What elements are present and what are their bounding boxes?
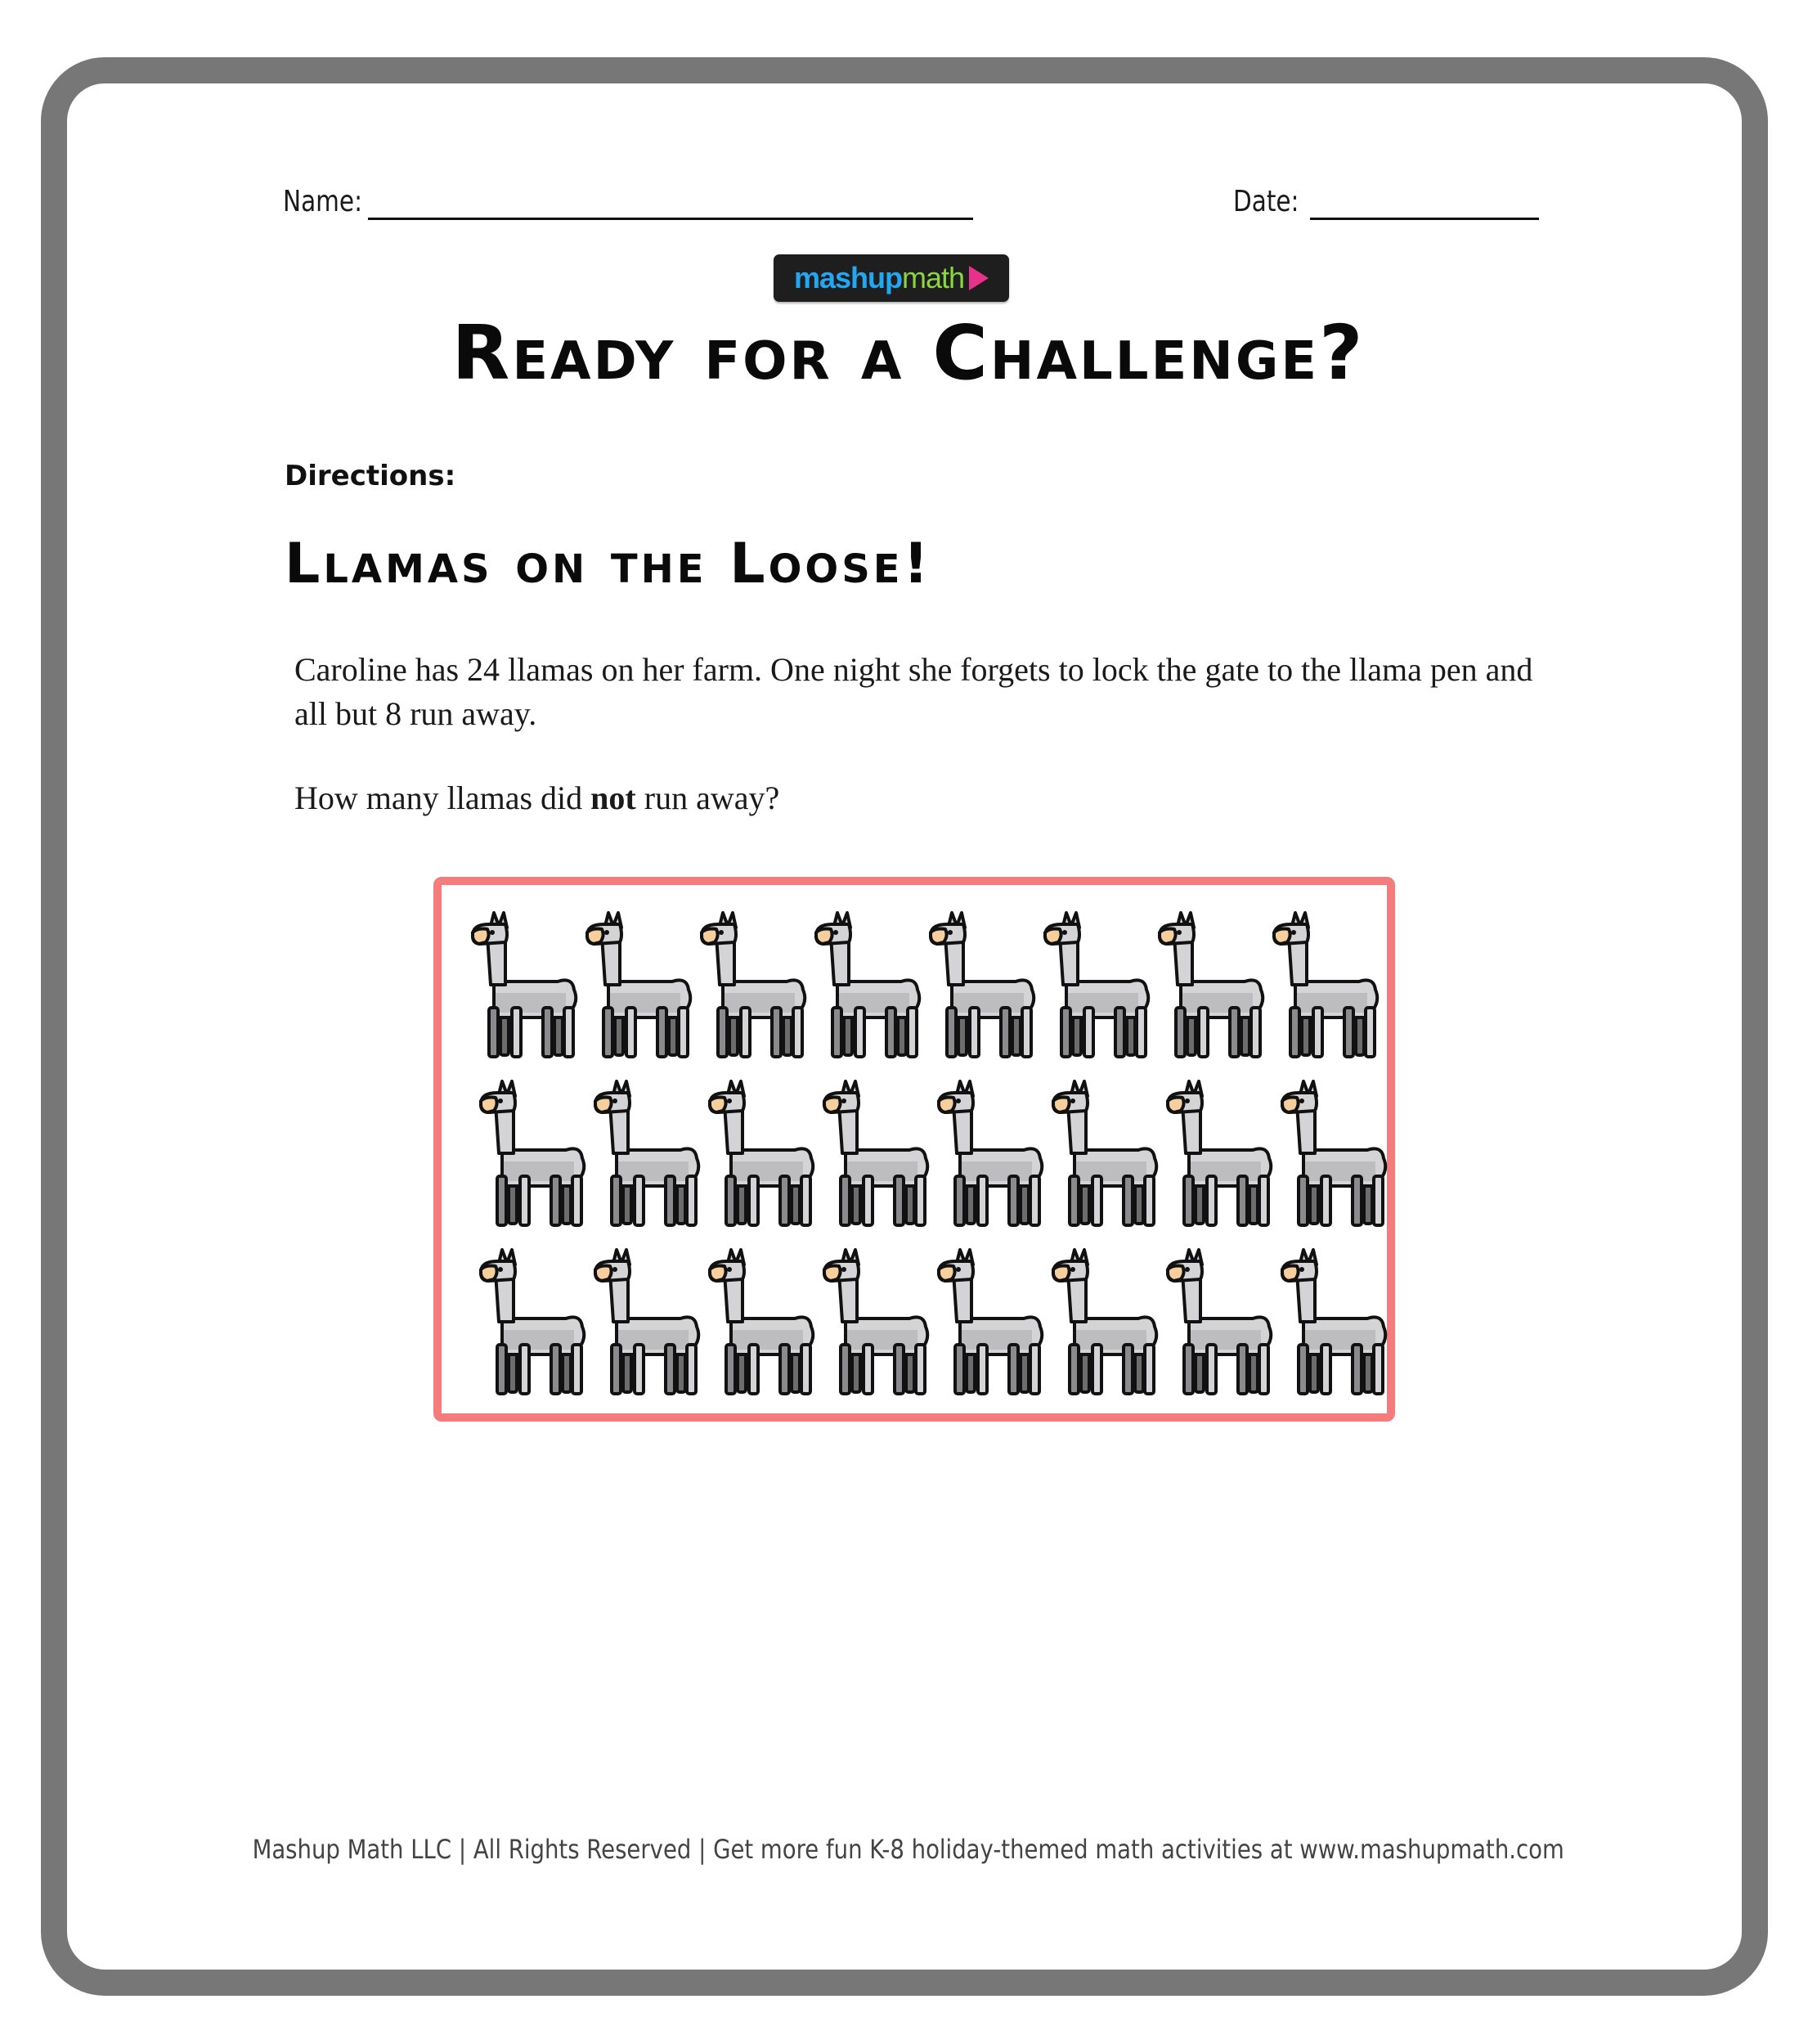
llama-picture-box xyxy=(433,877,1395,1422)
directions-label: Directions: xyxy=(285,460,456,492)
llama-icon xyxy=(1164,1248,1279,1395)
question-text xyxy=(294,779,779,817)
llama-icon xyxy=(707,1248,821,1395)
date-label: Date: xyxy=(1233,185,1299,218)
llama-icon xyxy=(935,1080,1050,1227)
play-icon xyxy=(969,266,989,290)
name-label: Name: xyxy=(283,185,363,218)
llama-icon xyxy=(592,1248,707,1395)
llama-icon xyxy=(698,911,813,1058)
llama-icon xyxy=(1279,1248,1393,1395)
llama-icon xyxy=(707,1080,821,1227)
llama-icon xyxy=(1164,1080,1279,1227)
llama-icon xyxy=(1050,1248,1164,1395)
llama-icon xyxy=(821,1080,935,1227)
llama-icon xyxy=(1042,911,1156,1058)
llama-icon xyxy=(584,911,698,1058)
llama-icon xyxy=(592,1080,707,1227)
logo-math-text: math xyxy=(901,261,965,294)
llama-icon xyxy=(469,911,584,1058)
question-emphasis: not xyxy=(590,779,636,816)
mashup-math-logo xyxy=(774,254,1009,302)
problem-text: Caroline has 24 llamas on her farm. One night she forgets to lock the gate to the llama pen and all but 8 run away. xyxy=(294,651,1533,732)
logo-mashup-text: mashup xyxy=(793,261,902,294)
footer-credit xyxy=(0,1834,1817,1865)
llama-icon xyxy=(821,1248,935,1395)
worksheet-title: Ready for a Challenge? xyxy=(451,309,1366,397)
llama-icon xyxy=(478,1248,592,1395)
llama-icon xyxy=(1271,911,1385,1058)
llama-icon xyxy=(813,911,927,1058)
llama-icon xyxy=(1156,911,1271,1058)
llama-icon xyxy=(1279,1080,1393,1227)
question-end: run away? xyxy=(635,779,780,816)
question-start: How many llamas did xyxy=(294,779,591,816)
problem-title: Llamas on the Loose! xyxy=(285,532,932,596)
footer-text: Mashup Math LLC | All Rights Reserved | Get more fun K-8 holiday-themed math activities at www.mashupmath.com xyxy=(252,1834,1565,1865)
date-line xyxy=(1310,218,1539,220)
llama-icon xyxy=(478,1080,592,1227)
llama-icon xyxy=(935,1248,1050,1395)
llama-icon xyxy=(927,911,1042,1058)
llama-icon xyxy=(1050,1080,1164,1227)
name-line xyxy=(368,218,973,220)
